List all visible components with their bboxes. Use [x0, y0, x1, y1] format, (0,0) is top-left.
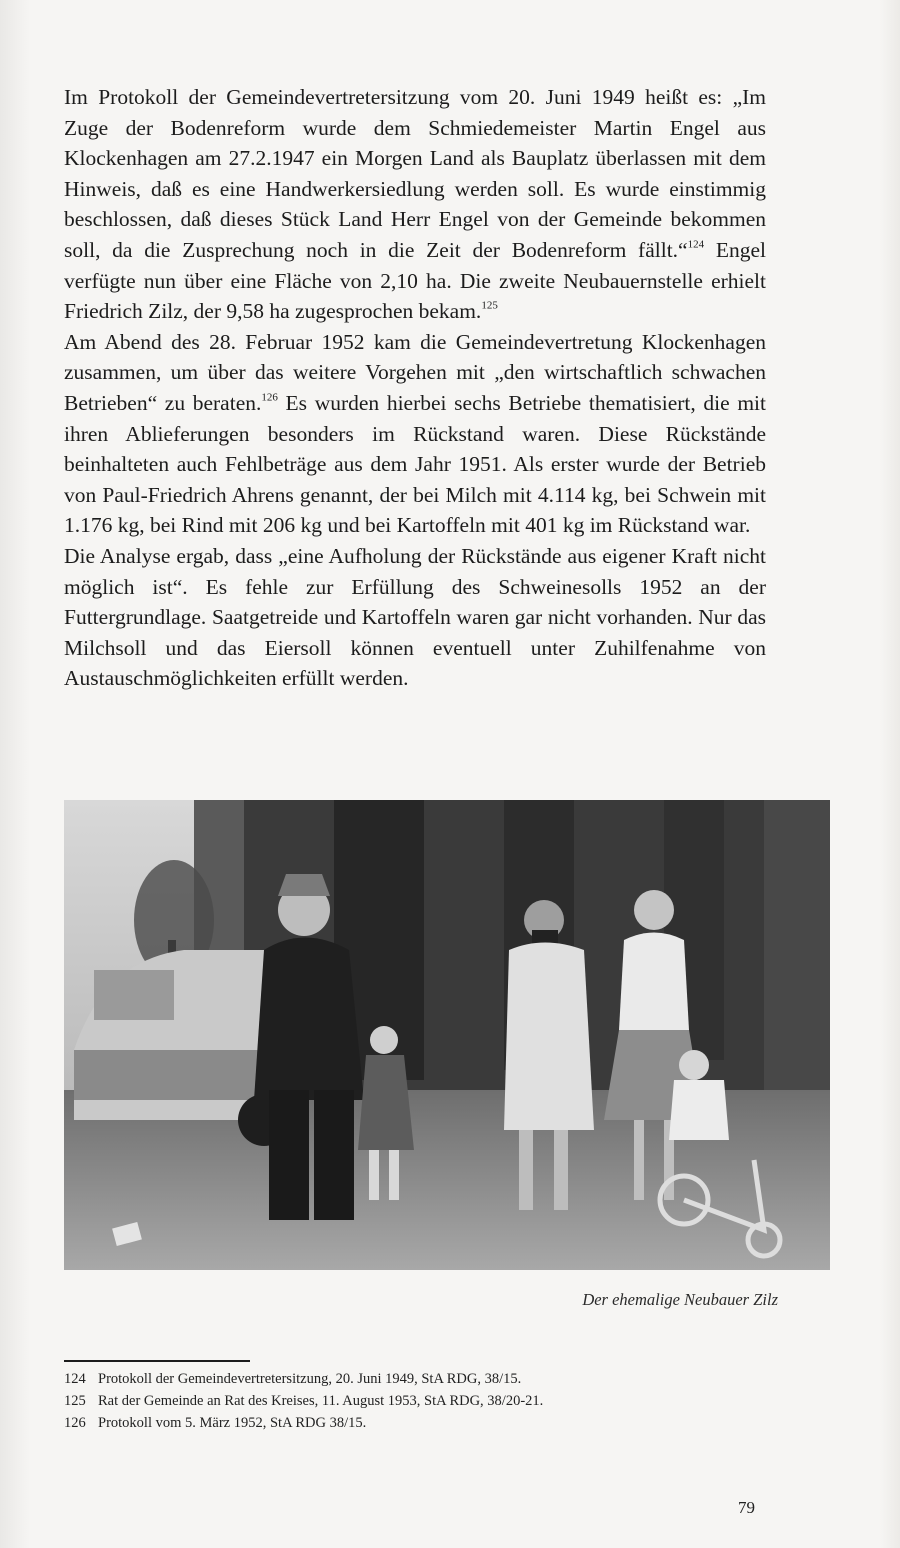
footnote-text: Protokoll der Gemeindevertretersitzung, 20. Juni 1949, StA RDG, 38/15.	[98, 1371, 522, 1387]
paragraph-text: Die Analyse ergab, dass „eine Aufholung der Rückstände aus eigener Kraft nicht möglich ist“. Es fehle zur Erfüllung des Schweinesolls 1952 an der Futtergrundlage. Saatgetreide und Kartoffeln waren gar nicht vorhanden. Nur das Milchsoll und das Eiersoll können eventuell unter Zuhilfenahme von Austauschmöglichkeiten erfüllt werden.	[64, 543, 766, 691]
footnote-divider	[64, 1360, 250, 1362]
footnote-ref-124: 124	[687, 238, 705, 251]
footnote-text: Protokoll vom 5. März 1952, StA RDG 38/15.	[98, 1415, 367, 1431]
footnote-ref-125: 125	[481, 299, 498, 312]
footnote-number: 125	[64, 1393, 86, 1409]
body-text	[64, 82, 766, 694]
footnote-124	[64, 1368, 784, 1390]
paragraph-text: Es wurden hierbei sechs Betriebe thematisiert, die mit ihren Ablieferungen besonders im Rückstand waren. Diese Rückstände beinhalteten auch Fehlbeträge aus dem Jahr 1951. Als erster wurde der Betrieb von Paul-Friedrich Ahrens genannt, der bei Milch mit 4.114 kg, bei Schwein mit 1.176 kg, bei Rind mit 206 kg und bei Kartoffeln mit 401 kg im Rückstand war.	[64, 390, 767, 538]
footnote-text: Rat der Gemeinde an Rat des Kreises, 11. August 1953, StA RDG, 38/20-21.	[98, 1393, 544, 1409]
paragraph-text: Am Abend des 28. Februar 1952 kam die Gemeindevertretung Klockenhagen zusammen, um über das weitere Vorgehen mit „den wirtschaftlich schwachen Betrieben“ zu beraten.	[64, 329, 766, 415]
footnote-number: 126	[64, 1415, 86, 1431]
footnote-126	[64, 1412, 784, 1434]
footnote-ref-126: 126	[261, 391, 278, 404]
photograph	[64, 800, 830, 1270]
photo-caption: Der ehemalige Neubauer Zilz	[582, 1290, 778, 1309]
footnotes	[64, 1368, 784, 1434]
footnote-125	[64, 1390, 784, 1412]
paragraph-text: Engel verfügte nun über eine Fläche von 2,10 ha. Die zweite Neubauernstelle erhielt Friedrich Zilz, der 9,58 ha zugesprochen bekam.	[64, 237, 766, 324]
paragraph-text: Im Protokoll der Gemeindevertretersitzung vom 20. Juni 1949 heißt es: „Im Zuge der Bodenreform wurde dem Schmiedemeister Martin Engel aus Klockenhagen am 27.2.1947 ein Morgen Land als Bauplatz überlassen mit dem Hinweis, daß es eine Handwerkersiedlung werden soll. Es wurde einstimmig beschlossen, daß dieses Stück Land Herr Engel von der Gemeinde bekommen soll, da die Zusprechung noch in die Zeit der Bodenreform fällt.“	[64, 85, 766, 262]
page-number: 79	[738, 1498, 755, 1517]
paragraph-3	[64, 541, 766, 694]
paragraph-1	[64, 82, 766, 327]
footnote-number: 124	[64, 1371, 86, 1387]
paragraph-2	[64, 327, 766, 541]
